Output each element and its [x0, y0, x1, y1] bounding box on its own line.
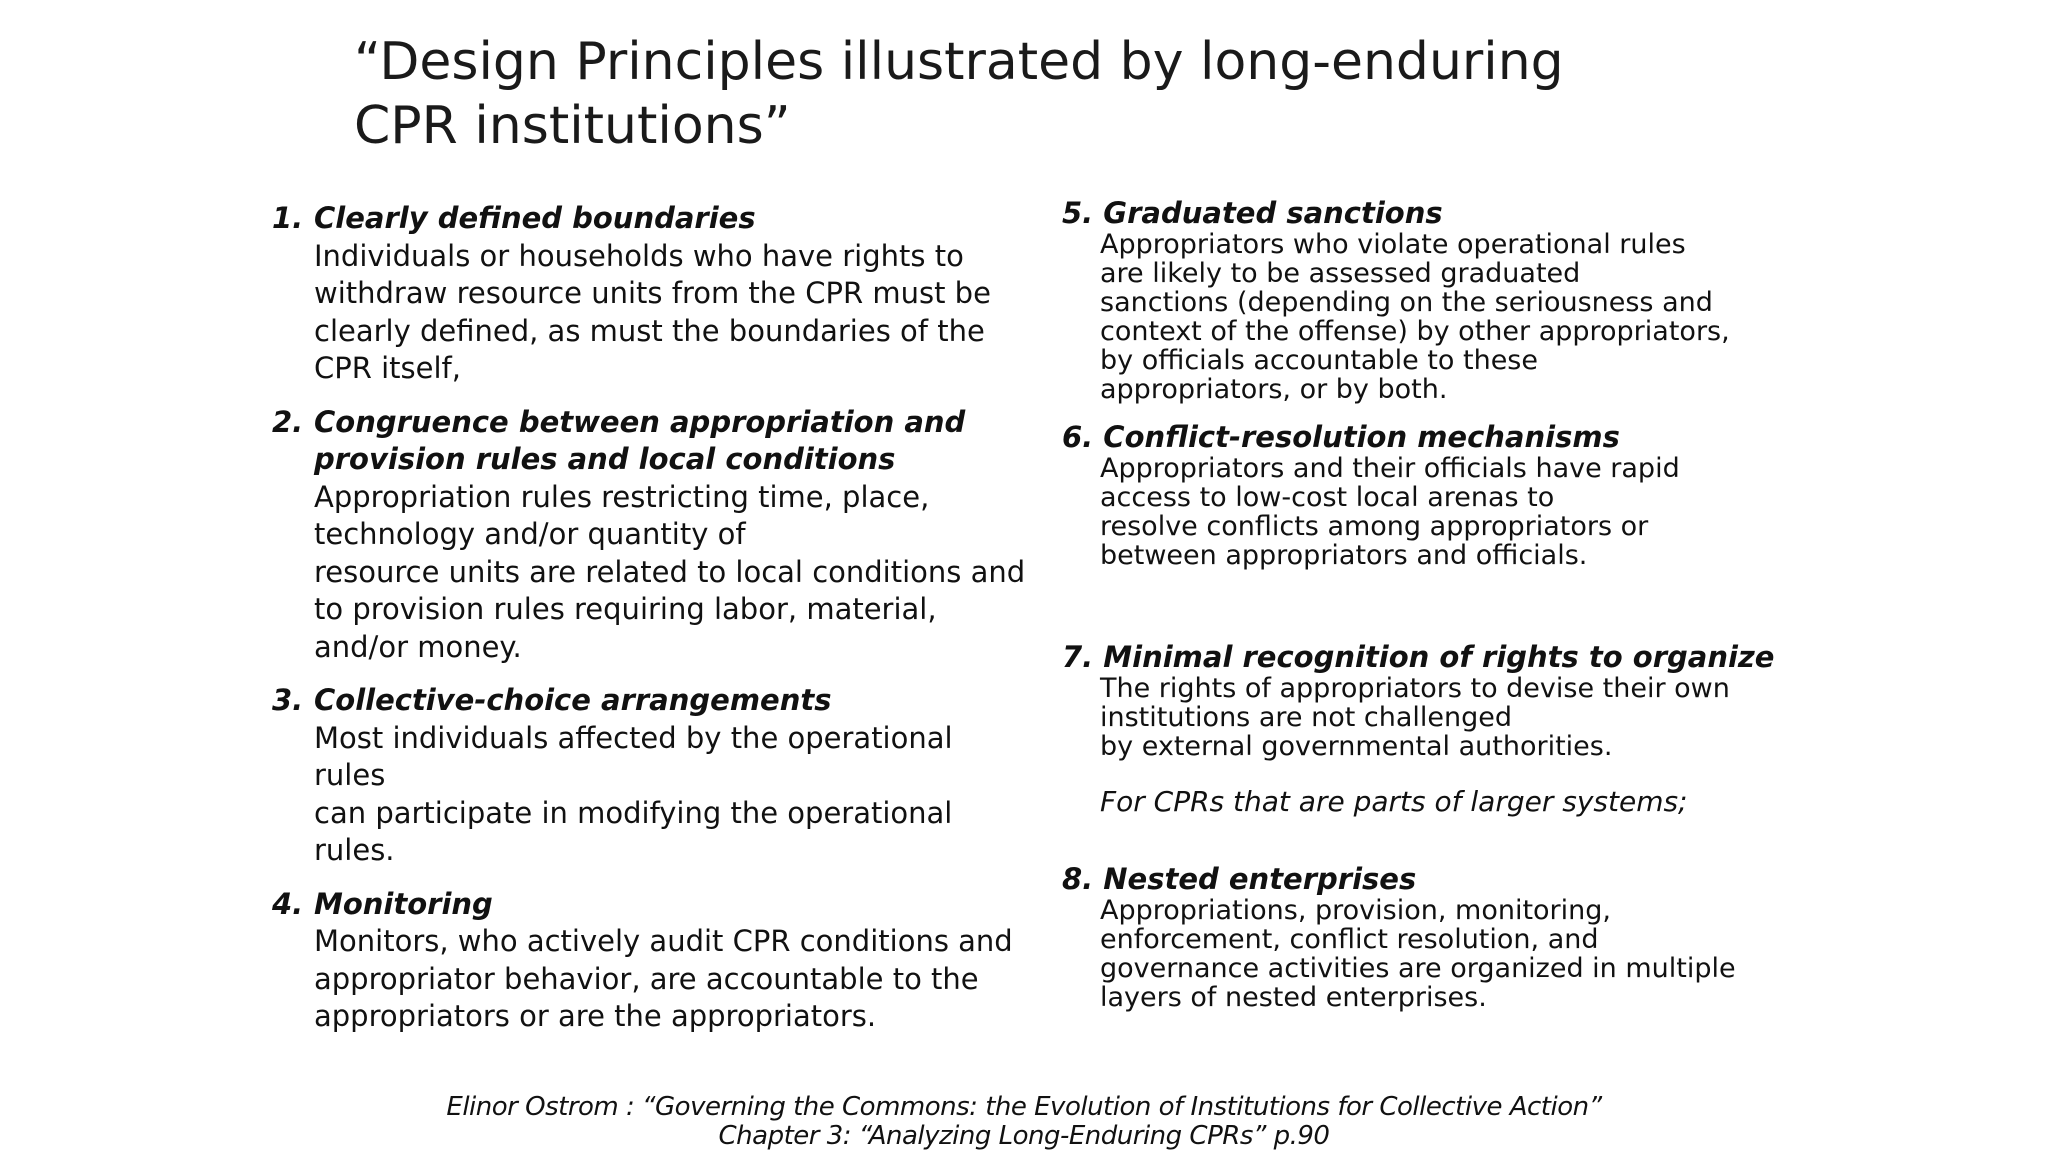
principle-description-line: and/or money. [314, 629, 522, 664]
principle-heading: 7. Minimal recognition of rights to organize [1062, 640, 1775, 674]
principle-description-line: Appropriations, provision, monitoring, [1100, 895, 1611, 926]
principle-description-line: technology and/or quantity of [314, 517, 746, 551]
principle-description-line: withdraw resource units from the CPR must be [314, 276, 991, 310]
principle-description-line: resource units are related to local conditions and [314, 554, 1026, 589]
principle-heading: Monitoring [314, 886, 493, 921]
principle-heading: 8. Nested enterprises [1062, 862, 1417, 896]
principle-3 [272, 682, 1032, 870]
citation [0, 1093, 2048, 1151]
citation-line: Chapter 3: “Analyzing Long-Enduring CPRs” p.90 [718, 1121, 1330, 1151]
principle-description-line: appropriators or are the appropriators. [314, 999, 877, 1033]
principle-description-line: rules. [314, 833, 395, 867]
principle-description-line: context of the offense) by other appropriators, [1100, 316, 1730, 347]
principle-description-line: institutions are not challenged [1100, 702, 1513, 733]
principle-description-line: clearly defined, as must the boundaries of the [314, 313, 985, 348]
principle-description-line: Appropriators and their officials have rapid [1100, 453, 1680, 484]
principle-description-line: by external governmental authorities. [1100, 731, 1613, 762]
principle-heading: Clearly defined boundaries [314, 201, 756, 235]
principle-description-line: enforcement, conflict resolution, and [1100, 924, 1599, 955]
principle-1 [272, 200, 1032, 388]
principle-description-line: resolve conflicts among appropriators or [1100, 511, 1649, 542]
principle-description-line: to provision rules requiring labor, material, [314, 592, 937, 626]
principle-description-line: CPR itself, [314, 351, 461, 385]
principles-left-column [272, 200, 1032, 1052]
principle-7 [1062, 640, 1822, 819]
principle-heading: Collective-choice arrangements [314, 683, 832, 717]
principle-note: For CPRs that are parts of larger systems; [1100, 785, 1688, 818]
citation-line: Elinor Ostrom : “Governing the Commons: the Evolution of Institutions for Collective Action” [446, 1092, 1602, 1122]
principle-description-line: Appropriation rules restricting time, place, [314, 479, 930, 514]
principle-description-line: layers of nested enterprises. [1100, 982, 1487, 1013]
principle-heading: Congruence between appropriation and [314, 404, 966, 439]
principle-number: 4. [272, 886, 304, 921]
principle-number: 3. [272, 683, 304, 717]
principle-description-line: appropriators, or by both. [1100, 374, 1448, 405]
principle-description-line: access to low-cost local arenas to [1100, 482, 1555, 513]
principle-description-line: between appropriators and officials. [1100, 540, 1588, 571]
principle-description-line: appropriator behavior, are accountable to the [314, 961, 979, 996]
slide-title: “Design Principles illustrated by long-enduring CPR institutions” [354, 32, 1564, 156]
principle-description-line: are likely to be assessed graduated [1100, 258, 1581, 289]
principle-8 [1062, 862, 1822, 1012]
principle-number: 1. [272, 201, 304, 235]
principle-heading: provision rules and local conditions [314, 442, 896, 476]
principle-5 [1062, 196, 1822, 404]
principle-description-line: The rights of appropriators to devise their own [1100, 673, 1730, 704]
principle-description-line: Individuals or households who have rights to [314, 238, 964, 273]
principle-heading: 6. Conflict-resolution mechanisms [1062, 420, 1620, 454]
principle-description-line: Appropriators who violate operational rules [1100, 229, 1686, 260]
principle-description-line: Monitors, who actively audit CPR conditions and [314, 924, 1013, 958]
principle-description-line: can participate in modifying the operational [314, 795, 953, 830]
principle-number: 2. [272, 404, 304, 439]
principle-description-line: sanctions (depending on the seriousness and [1100, 287, 1713, 318]
principle-heading: 5. Graduated sanctions [1062, 196, 1443, 230]
principle-description-line: governance activities are organized in multiple [1100, 953, 1736, 984]
principle-description-line: Most individuals affected by the operational rules [314, 720, 953, 792]
principle-6 [1062, 420, 1822, 570]
principle-2 [272, 404, 1032, 667]
principle-4 [272, 886, 1032, 1036]
principle-description-line: by officials accountable to these [1100, 345, 1538, 376]
